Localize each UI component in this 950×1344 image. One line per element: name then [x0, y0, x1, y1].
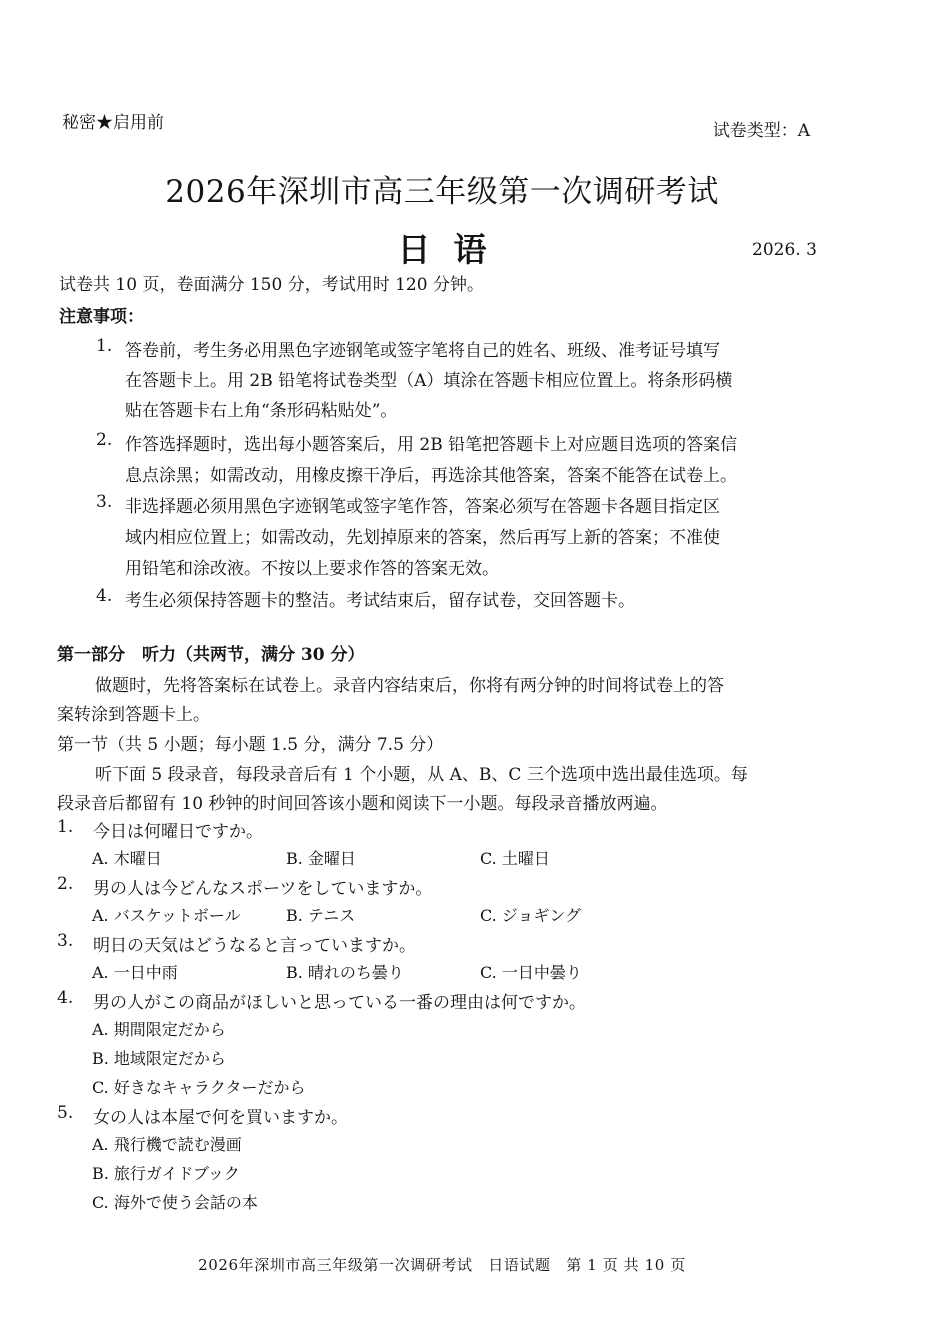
notice-line: 在答题卡上。用 2B 铅笔将试卷类型（A）填涂在答题卡相应位置上。将条形码横 — [125, 371, 733, 391]
question-number: 2. — [57, 874, 74, 894]
option-b: B. 旅行ガイドブック — [92, 1164, 240, 1183]
option-a: A. 飛行機で読む漫画 — [92, 1135, 242, 1154]
notice-number: 1. — [96, 336, 113, 356]
question-text: 男の人がこの商品がほしいと思っている一番の理由は何ですか。 — [93, 993, 586, 1013]
question-number: 4. — [57, 988, 74, 1008]
option-c: C. 海外で使う会話の本 — [92, 1193, 258, 1212]
section1-heading: 第一节（共 5 小题；每小题 1.5 分，满分 7.5 分） — [57, 735, 444, 755]
notice-line: 域内相应位置上；如需改动，先划掉原来的答案，然后再写上新的答案；不准使 — [125, 528, 720, 548]
notice-number: 2. — [96, 430, 113, 450]
paper-type-label: 试卷类型：A — [712, 121, 810, 141]
option-b: B. テニス — [286, 906, 356, 925]
question-text: 今日は何曜日ですか。 — [93, 822, 263, 842]
question-number: 3. — [57, 931, 74, 951]
notice-number: 3. — [96, 492, 113, 512]
question-text: 男の人は今どんなスポーツをしていますか。 — [93, 879, 433, 899]
section1-instruction-line: 段录音后都留有 10 秒钟的时间回答该小题和阅读下一小题。每段录音播放两遍。 — [57, 794, 668, 814]
option-b: B. 金曜日 — [286, 849, 356, 868]
option-c: C. ジョギング — [480, 906, 582, 925]
question-text: 女の人は本屋で何を買いますか。 — [93, 1108, 348, 1128]
option-b: B. 地域限定だから — [92, 1049, 226, 1068]
option-a: A. 期間限定だから — [92, 1020, 226, 1039]
option-c: C. 一日中曇り — [480, 963, 582, 982]
exam-title: 2026年深圳市高三年级第一次调研考试 — [165, 174, 719, 210]
question-number: 1. — [57, 817, 74, 837]
notice-heading: 注意事项： — [59, 307, 144, 327]
page-footer: 2026年深圳市高三年级第一次调研考试 日语试题 第 1 页 共 10 页 — [198, 1256, 686, 1274]
notice-line: 用铅笔和涂改液。不按以上要求作答的答案无效。 — [125, 559, 499, 579]
confidential-label: 秘密★启用前 — [62, 113, 164, 133]
part1-heading: 第一部分 听力（共两节，满分 30 分） — [57, 645, 365, 665]
question-number: 5. — [57, 1103, 74, 1123]
notice-line: 贴在答题卡右上角“条形码粘贴处”。 — [125, 401, 398, 421]
notice-line: 非选择题必须用黑色字迹钢笔或签字笔作答，答案必须写在答题卡各题目指定区 — [125, 497, 720, 517]
notice-line: 考生必须保持答题卡的整洁。考试结束后，留存试卷，交回答题卡。 — [125, 591, 635, 611]
option-c: C. 土曜日 — [480, 849, 550, 868]
part1-instruction-line: 做题时，先将答案标在试卷上。录音内容结束后，你将有两分钟的时间将试卷上的答 — [95, 676, 724, 696]
section1-instruction-line: 听下面 5 段录音，每段录音后有 1 个小题，从 A、B、C 三个选项中选出最佳选项。每 — [95, 765, 748, 785]
option-a: A. 一日中雨 — [92, 963, 178, 982]
option-b: B. 晴れのち曇り — [286, 963, 404, 982]
notice-line: 息点涂黑；如需改动，用橡皮擦干净后，再选涂其他答案，答案不能答在试卷上。 — [125, 466, 737, 486]
part1-instruction-line: 案转涂到答题卡上。 — [57, 705, 210, 725]
notice-line: 答卷前，考生务必用黑色字迹钢笔或签字笔将自己的姓名、班级、准考证号填写 — [125, 341, 720, 361]
option-a: A. 木曜日 — [92, 849, 162, 868]
subject-title: 日 语 — [397, 230, 487, 269]
option-c: C. 好きなキャラクターだから — [92, 1078, 306, 1097]
exam-date: 2026. 3 — [752, 240, 817, 260]
option-a: A. バスケットボール — [92, 906, 241, 925]
notice-line: 作答选择题时，选出每小题答案后，用 2B 铅笔把答题卡上对应题目选项的答案信 — [125, 435, 738, 455]
exam-intro: 试卷共 10 页，卷面满分 150 分，考试用时 120 分钟。 — [59, 275, 484, 295]
notice-number: 4. — [96, 586, 113, 606]
question-text: 明日の天気はどうなると言っていますか。 — [93, 936, 416, 956]
